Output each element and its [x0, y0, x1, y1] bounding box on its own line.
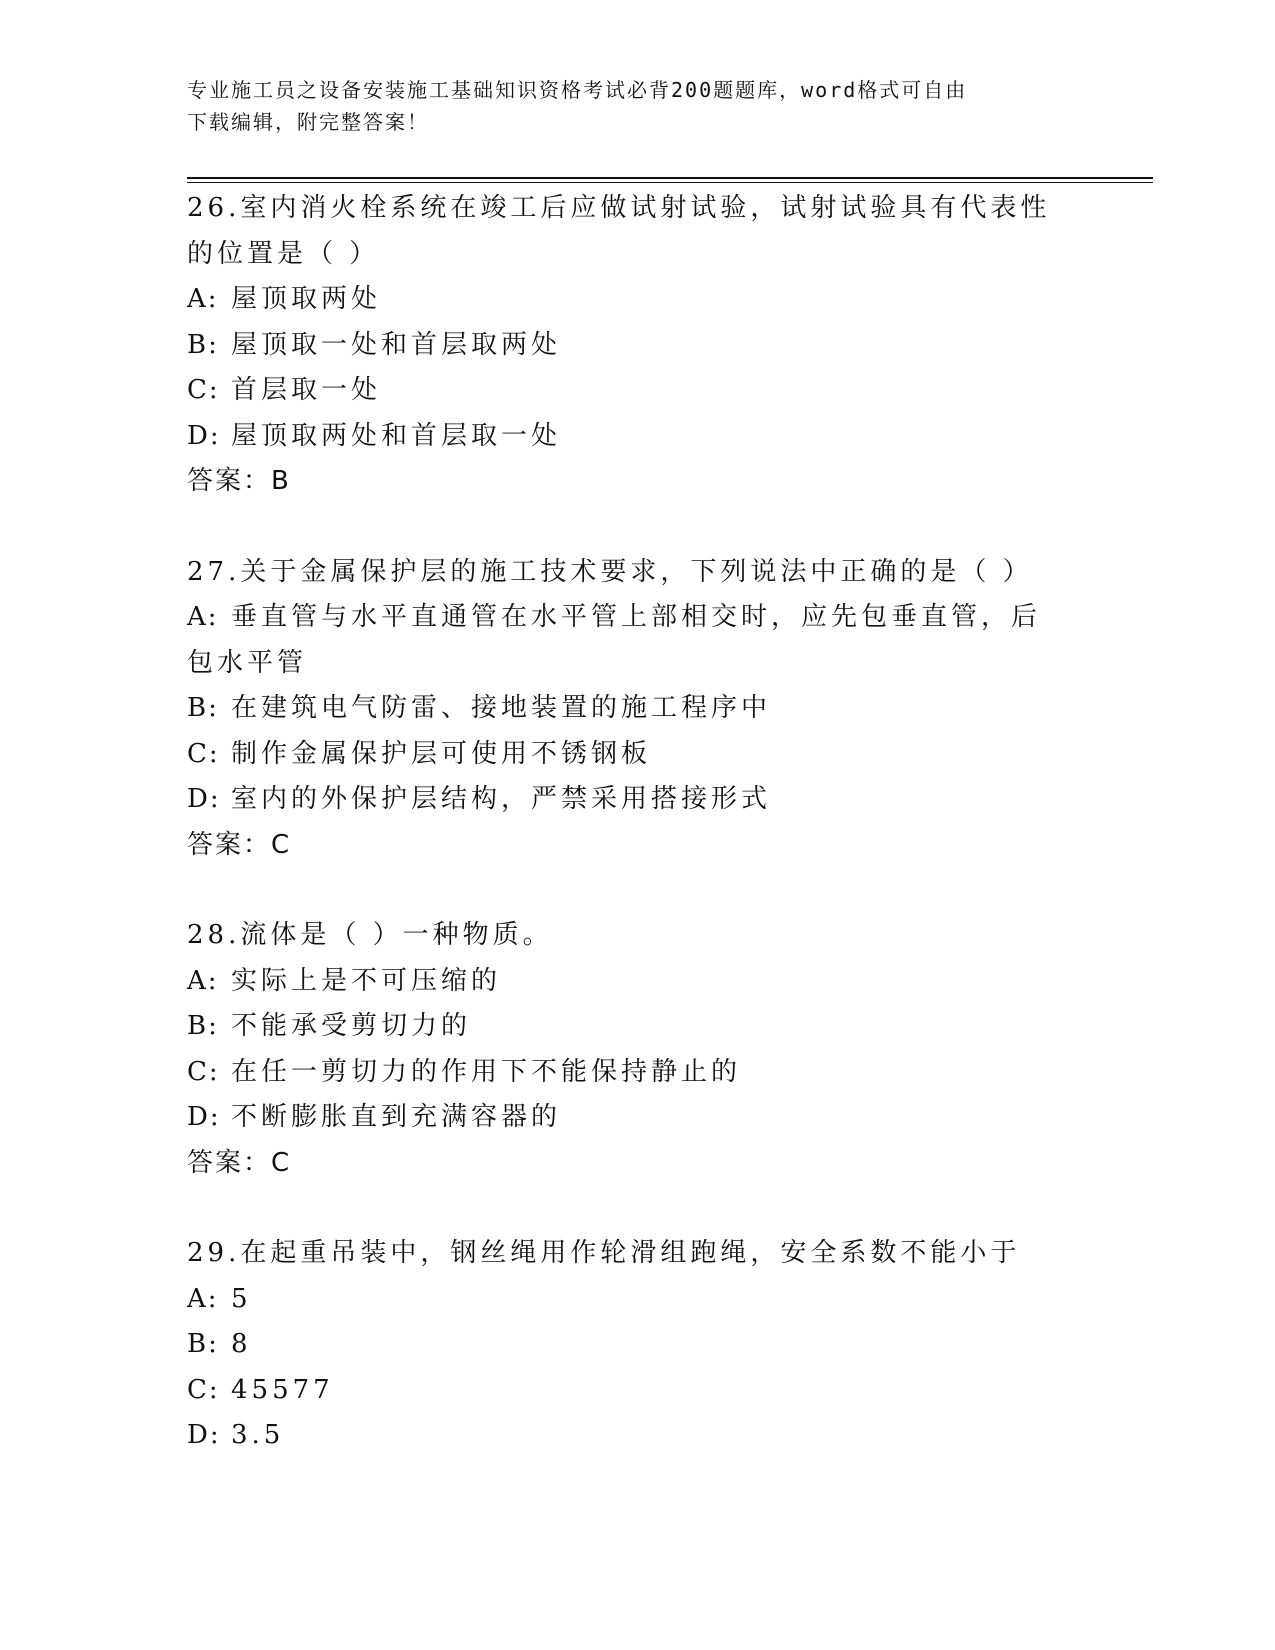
question-26	[187, 186, 1087, 505]
option-text: 45577	[231, 1374, 334, 1405]
option-text: 垂直管与水平直通管在水平管上部相交时，应先包垂直管，后包水平管	[187, 602, 1042, 678]
option-label: B:	[187, 329, 219, 360]
header-divider-thick	[187, 177, 1153, 179]
option-a	[187, 1277, 1087, 1323]
question-stem: 28.流体是（ ）一种物质。	[187, 920, 553, 950]
option-label: A:	[187, 284, 219, 314]
answer: 答案：C	[187, 829, 292, 860]
option-text: 3.5	[231, 1420, 285, 1450]
option-b	[187, 323, 1087, 369]
option-a	[187, 959, 1087, 1005]
option-text: 5	[231, 1283, 252, 1314]
option-text: 在任一剪切力的作用下不能保持静止的	[231, 1056, 742, 1087]
option-c	[187, 732, 1087, 778]
question-stem: 26.室内消火栓系统在竣工后应做试射试验，试射试验具有代表性的位置是（ ）	[187, 193, 1051, 269]
document-header	[187, 74, 1067, 138]
option-b	[187, 686, 1087, 732]
option-label: D:	[187, 1102, 221, 1132]
option-label: C:	[187, 1056, 220, 1087]
option-text: 屋顶取两处和首层取一处	[231, 420, 562, 451]
question-stem: 27.关于金属保护层的施工技术要求，下列说法中正确的是（ ）	[187, 556, 1033, 587]
option-text: 首层取一处	[231, 375, 382, 405]
header-divider-thin	[187, 182, 1153, 183]
option-d	[187, 414, 1087, 460]
option-d	[187, 1413, 1087, 1459]
header-line-1: 专业施工员之设备安装施工基础知识资格考试必背200题题库，word格式可自由	[187, 78, 968, 102]
option-text: 屋顶取两处	[231, 284, 382, 314]
question-28	[187, 913, 1087, 1186]
option-text: 8	[231, 1329, 252, 1359]
option-label: B:	[187, 1011, 219, 1041]
option-a	[187, 595, 1067, 686]
option-a	[187, 277, 1087, 323]
option-text: 实际上是不可压缩的	[231, 965, 502, 996]
option-label: D:	[187, 784, 221, 814]
header-line-2: 下载编辑，附完整答案！	[187, 110, 429, 134]
option-text: 在建筑电气防雷、接地装置的施工程序中	[231, 693, 772, 723]
option-label: C:	[187, 738, 220, 769]
answer: 答案：B	[187, 466, 291, 496]
option-label: B:	[187, 693, 219, 723]
option-c	[187, 1050, 1087, 1096]
option-b	[187, 1004, 1087, 1050]
question-29	[187, 1231, 1087, 1459]
answer: 答案：C	[187, 1147, 292, 1178]
question-stem: 29.在起重吊装中，钢丝绳用作轮滑组跑绳，安全系数不能小于	[187, 1238, 1021, 1268]
option-label: D:	[187, 1420, 221, 1450]
option-c	[187, 1368, 1087, 1414]
option-d	[187, 1095, 1087, 1141]
option-text: 屋顶取一处和首层取两处	[231, 329, 562, 360]
option-c	[187, 368, 1087, 414]
option-text: 不断膨胀直到充满容器的	[231, 1102, 562, 1132]
option-text: 不能承受剪切力的	[231, 1011, 472, 1041]
option-label: A:	[187, 1283, 219, 1314]
option-text: 制作金属保护层可使用不锈钢板	[231, 738, 652, 769]
option-d	[187, 777, 1087, 823]
option-label: C:	[187, 1374, 220, 1405]
question-27	[187, 550, 1087, 869]
option-label: D:	[187, 420, 221, 451]
option-label: A:	[187, 602, 219, 632]
option-label: B:	[187, 1329, 219, 1359]
option-b	[187, 1322, 1087, 1368]
option-label: A:	[187, 965, 219, 996]
question-list	[187, 186, 1087, 1504]
option-label: C:	[187, 375, 220, 405]
option-text: 室内的外保护层结构，严禁采用搭接形式	[231, 784, 772, 814]
